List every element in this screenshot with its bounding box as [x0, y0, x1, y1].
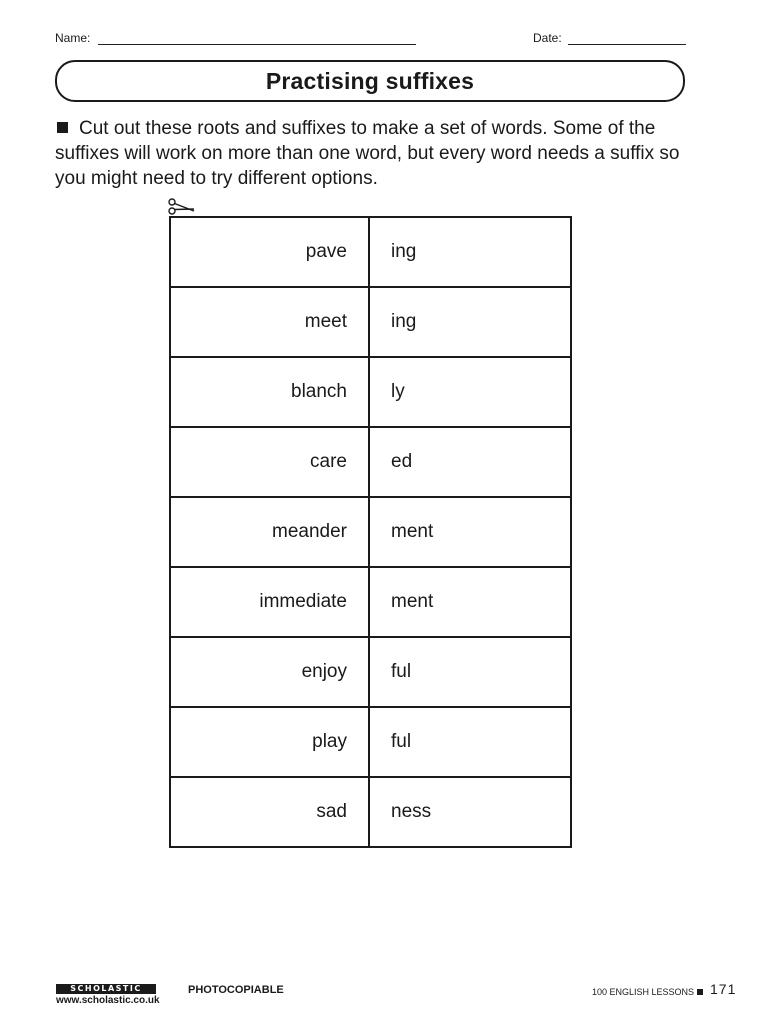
- root-cell: pave: [170, 217, 369, 287]
- suffix-cell: ing: [369, 287, 571, 357]
- name-line: [98, 44, 416, 45]
- root-cell: meander: [170, 497, 369, 567]
- name-label: Name:: [55, 31, 91, 45]
- page-number: 171: [710, 981, 737, 997]
- root-cell: enjoy: [170, 637, 369, 707]
- table-row: [170, 637, 571, 707]
- suffix-cell: ly: [369, 357, 571, 427]
- suffix-cell: ment: [369, 497, 571, 567]
- series-title: 100 ENGLISH LESSONS: [592, 987, 695, 997]
- root-cell: play: [170, 707, 369, 777]
- publisher-url: www.scholastic.co.uk: [56, 995, 160, 1006]
- instructions: [55, 116, 695, 191]
- root-cell: meet: [170, 287, 369, 357]
- scissors-icon: [166, 197, 196, 217]
- suffix-cell: ness: [369, 777, 571, 847]
- scholastic-logo: SCHOLASTIC: [56, 984, 156, 994]
- table-row: [170, 357, 571, 427]
- date-label: Date:: [533, 31, 562, 45]
- suffix-table: [169, 216, 572, 848]
- table-row: [170, 707, 571, 777]
- table-row: [170, 217, 571, 287]
- title-box: [55, 60, 685, 102]
- root-cell: care: [170, 427, 369, 497]
- table-row: [170, 427, 571, 497]
- suffix-cell: ful: [369, 707, 571, 777]
- suffix-cell: ment: [369, 567, 571, 637]
- date-line: [568, 44, 686, 45]
- suffix-cell: ful: [369, 637, 571, 707]
- suffix-cell: ing: [369, 217, 571, 287]
- root-cell: blanch: [170, 357, 369, 427]
- instructions-text: Cut out these roots and suffixes to make a set of words. Some of the suffixes will work on more than one word, but every word needs a suffix so you might need to try different options.: [55, 118, 680, 189]
- table-row: [170, 497, 571, 567]
- footer: [0, 980, 768, 1020]
- suffix-cell: ed: [369, 427, 571, 497]
- table-row: [170, 777, 571, 847]
- page-title: Practising suffixes: [265, 67, 475, 94]
- table-row: [170, 287, 571, 357]
- table-row: [170, 567, 571, 637]
- root-cell: immediate: [170, 567, 369, 637]
- root-cell: sad: [170, 777, 369, 847]
- square-bullet-icon: [57, 122, 68, 133]
- photocopiable-label: PHOTOCOPIABLE: [188, 984, 284, 996]
- footer-square-icon: [697, 989, 703, 995]
